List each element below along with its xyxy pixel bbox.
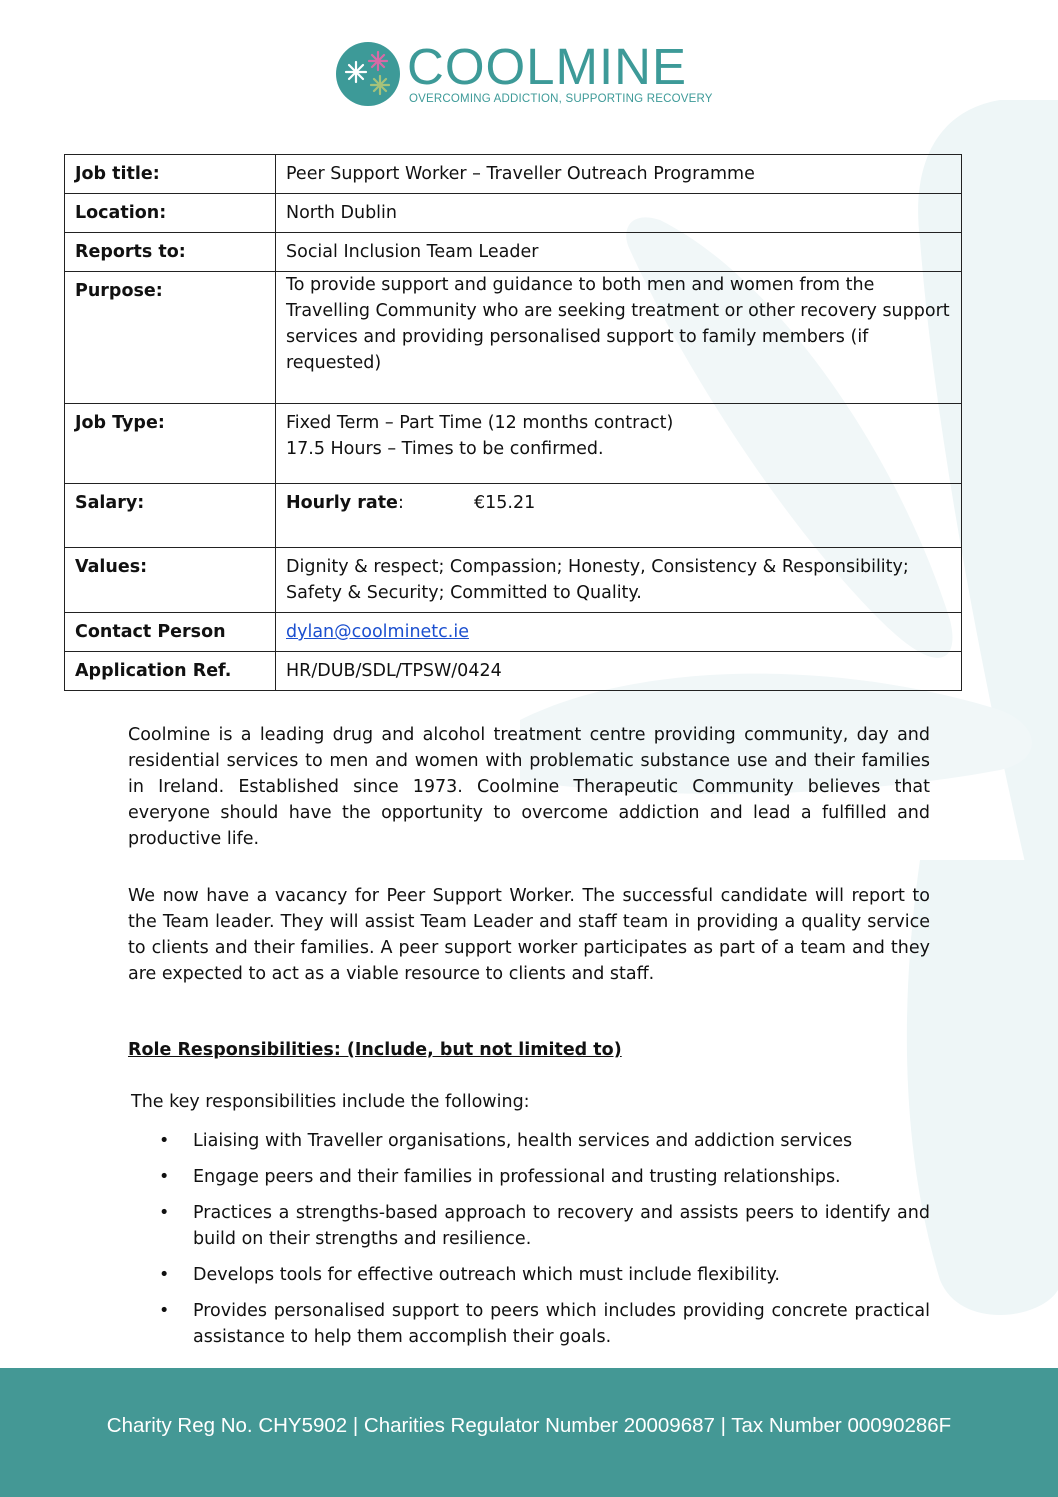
row-reports-to <box>65 233 962 272</box>
bullet-icon: • <box>159 1203 170 1223</box>
bullet-icon: • <box>159 1301 170 1321</box>
label-application-ref: Application Ref. <box>65 652 276 691</box>
hourly-rate-value: €15.21 <box>474 493 536 513</box>
flower-logo-icon <box>334 38 402 106</box>
label-contact-person: Contact Person <box>65 613 276 652</box>
job-type-line-1: Fixed Term – Part Time (12 months contract) <box>286 413 674 433</box>
coolmine-logo <box>334 38 734 113</box>
value-salary <box>276 484 962 548</box>
responsibility-text: Liaising with Traveller organisations, health services and addiction services <box>193 1131 853 1151</box>
label-reports-to: Reports to: <box>65 233 276 272</box>
list-item <box>128 1164 930 1190</box>
footer-band <box>0 1368 1058 1497</box>
label-job-title: Job title: <box>65 155 276 194</box>
value-application-ref: HR/DUB/SDL/TPSW/0424 <box>276 652 962 691</box>
label-location: Location: <box>65 194 276 233</box>
row-values <box>65 548 962 613</box>
contact-email-link[interactable]: dylan@coolminetc.ie <box>286 622 469 642</box>
vacancy-paragraph: We now have a vacancy for Peer Support Worker. The successful candidate will report to the Team leader. They will assist Team Leader and staff team in providing a quality service to clients and their families. A peer support worker participates as part of a team and they are expected to act as a viable resource to clients and staff. <box>128 886 930 984</box>
value-job-type <box>276 404 962 484</box>
row-contact-person <box>65 613 962 652</box>
bullet-icon: • <box>159 1265 170 1285</box>
job-details-table <box>64 154 962 691</box>
hourly-rate-label: Hourly rate <box>286 493 398 513</box>
value-job-title: Peer Support Worker – Traveller Outreach Programme <box>276 155 962 194</box>
row-location <box>65 194 962 233</box>
row-purpose <box>65 272 962 404</box>
label-salary: Salary: <box>65 484 276 548</box>
list-item <box>128 1298 930 1350</box>
value-contact-person <box>276 613 962 652</box>
label-job-type: Job Type: <box>65 404 276 484</box>
value-reports-to: Social Inclusion Team Leader <box>276 233 962 272</box>
row-application-ref <box>65 652 962 691</box>
responsibility-text: Develops tools for effective outreach which must include flexibility. <box>193 1265 780 1285</box>
job-type-line-2: 17.5 Hours – Times to be confirmed. <box>286 439 604 459</box>
value-location: North Dublin <box>276 194 962 233</box>
row-job-title <box>65 155 962 194</box>
responsibility-text: Practices a strengths-based approach to recovery and assists peers to identify and build on their strengths and resilience. <box>193 1203 930 1249</box>
value-values: Dignity & respect; Compassion; Honesty, Consistency & Responsibility; Safety & Security; Committed to Quality. <box>276 548 962 613</box>
responsibilities-intro: The key responsibilities include the following: <box>131 1092 530 1112</box>
row-salary <box>65 484 962 548</box>
row-job-type <box>65 404 962 484</box>
list-item <box>128 1128 930 1154</box>
responsibilities-heading: Role Responsibilities: (Include, but not limited to) <box>128 1040 622 1060</box>
responsibility-text: Provides personalised support to peers which includes providing concrete practical assistance to help them accomplish their goals. <box>193 1301 930 1347</box>
hourly-rate-wrap <box>286 490 474 516</box>
bullet-icon: • <box>159 1167 170 1187</box>
value-purpose: To provide support and guidance to both men and women from the Travelling Community who are seeking treatment or other recovery support services and providing personalised support to family members (if requested) <box>276 272 962 404</box>
list-item <box>128 1262 930 1288</box>
bullet-icon: • <box>159 1131 170 1151</box>
intro-paragraph: Coolmine is a leading drug and alcohol treatment centre providing community, day and residential services to men and women with problematic substance use and their families in Ireland. Established since 1973. Coolmine Therapeutic Community believes that everyone should have the opportunity to overcome addiction and lead a fulfilled and productive life. <box>128 725 930 849</box>
logo-wordmark: COOLMINE <box>407 38 688 95</box>
logo-tagline: OVERCOMING ADDICTION, SUPPORTING RECOVERY <box>409 93 713 105</box>
responsibility-text: Engage peers and their families in professional and trusting relationships. <box>193 1167 841 1187</box>
list-item <box>128 1200 930 1252</box>
label-values: Values: <box>65 548 276 613</box>
footer-registration-text: Charity Reg No. CHY5902 | Charities Regulator Number 20009687 | Tax Number 00090286F <box>106 1414 952 1437</box>
label-purpose: Purpose: <box>65 272 276 404</box>
hourly-rate-colon: : <box>397 493 404 513</box>
responsibilities-list <box>128 1128 930 1360</box>
